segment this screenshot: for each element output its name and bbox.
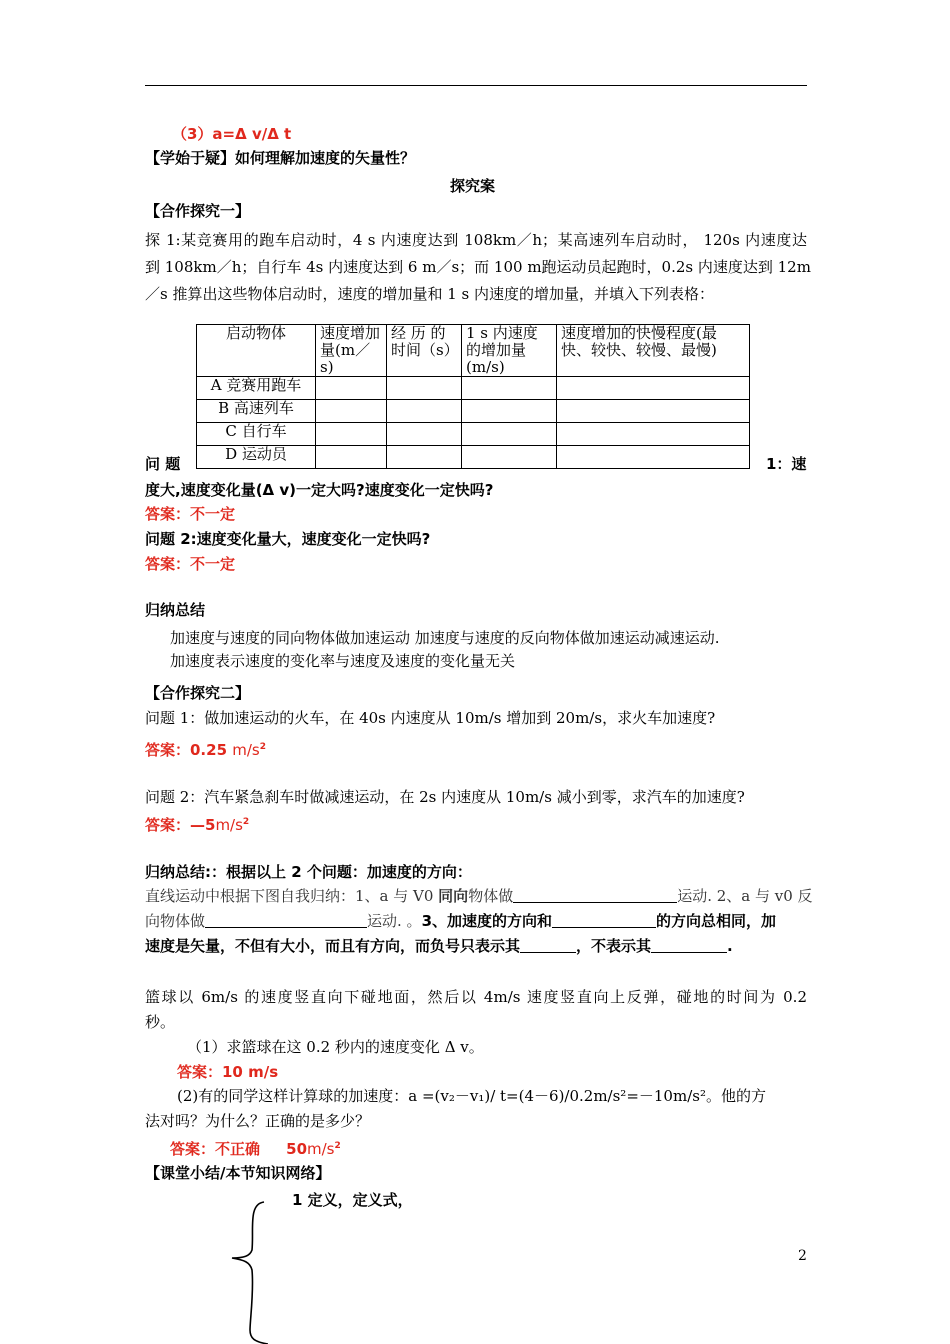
question1-suffix: 1：速 bbox=[766, 455, 807, 473]
explore1-heading: 【合作探究一】 bbox=[145, 202, 251, 220]
text: ，不表示其 bbox=[576, 937, 652, 955]
blank-underline[interactable] bbox=[552, 913, 656, 928]
summary1-line-2: 加速度表示速度的变化率与速度及速度的变化量无关 bbox=[170, 652, 516, 670]
ball-problem-line-2: 秒。 bbox=[145, 1013, 176, 1031]
table-cell[interactable] bbox=[316, 446, 387, 469]
table-row-label: D 运动员 bbox=[197, 446, 316, 469]
table-header: 速度增加的快慢程度(最快、较快、较慢、最慢) bbox=[557, 325, 750, 377]
text-bold: 3、加速度的方向和 bbox=[421, 912, 553, 930]
answer1: 答案：不一定 bbox=[145, 505, 236, 523]
answer-label: 答案：不正确 bbox=[170, 1140, 261, 1158]
answer-unit: m/s bbox=[307, 1140, 335, 1158]
table-cell[interactable] bbox=[557, 400, 750, 423]
table-row-label: B 高速列车 bbox=[197, 400, 316, 423]
explore1-line-3: ／s 推算出这些物体启动时，速度的增加量和 1 s 内速度的增加量，并填入下列表格： bbox=[145, 285, 715, 303]
text-bold: 同向 bbox=[438, 887, 469, 905]
text: 直线运动中根据下图自我归纳：1、a 与 V0 bbox=[145, 887, 439, 905]
learn-question: 【学始于疑】如何理解加速度的矢量性？ bbox=[145, 149, 416, 167]
ball-question-2-line-2: 法对吗？为什么？正确的是多少？ bbox=[145, 1112, 371, 1130]
blank-underline[interactable] bbox=[651, 938, 727, 953]
text: 向物体做 bbox=[145, 912, 206, 930]
text: 物体做 bbox=[468, 887, 514, 905]
explore2-heading: 【合作探究二】 bbox=[145, 684, 251, 702]
table-cell[interactable] bbox=[557, 423, 750, 446]
ball-question-2-line-1: (2)有的同学这样计算球的加速度：a =(v₂－v₁)/ t=(4－6)/0.2m/s²=－10m/s²。他的方 bbox=[177, 1087, 766, 1105]
table-cell[interactable] bbox=[316, 423, 387, 446]
text: 运动. 2、a 与 v0 反 bbox=[677, 887, 813, 905]
answer-label: 答案：0.25 bbox=[145, 741, 228, 759]
table-cell[interactable] bbox=[462, 423, 557, 446]
text: . bbox=[727, 937, 733, 955]
summary2-line-1 bbox=[145, 886, 813, 906]
speed-table bbox=[196, 324, 750, 469]
ball-problem-line-1: 篮球以 6m/s 的速度竖直向下碰地面，然后以 4m/s 速度竖直向上反弹，碰地的时间为 0.2 bbox=[145, 988, 807, 1006]
summary2-line-3 bbox=[145, 936, 733, 956]
text: 速度是矢量，不但有大小，而且有方向，而负号只表示其 bbox=[145, 937, 521, 955]
summary2-heading: 归纳总结:：根据以上 2 个问题：加速度的方向： bbox=[145, 863, 472, 881]
answer-value: 50 bbox=[286, 1140, 308, 1158]
superscript-2: 2 bbox=[242, 817, 250, 827]
table-header: 经 历 的时间（s） bbox=[387, 325, 462, 377]
text-bold: 的方向总相同，加 bbox=[656, 912, 777, 930]
table-cell[interactable] bbox=[462, 446, 557, 469]
blank-underline[interactable] bbox=[520, 938, 576, 953]
answer-label: 答案：—5 bbox=[145, 816, 216, 834]
formula-3: （3）a=Δ v/Δ t bbox=[172, 125, 292, 143]
blank-underline[interactable] bbox=[513, 888, 677, 903]
superscript-2: 2 bbox=[259, 742, 266, 752]
summary1-heading: 归纳总结 bbox=[145, 601, 206, 619]
table-row-label: C 自行车 bbox=[197, 423, 316, 446]
network-item-1: 1 定义，定义式， bbox=[292, 1191, 413, 1209]
blank-underline[interactable] bbox=[205, 913, 367, 928]
ball-question-1: （1）求篮球在这 0.2 秒内的速度变化 Δ v。 bbox=[187, 1038, 484, 1056]
class-summary-heading: 【课堂小结/本节知识网络】 bbox=[145, 1164, 331, 1182]
table-cell[interactable] bbox=[316, 400, 387, 423]
curly-brace-icon bbox=[228, 1200, 268, 1344]
table-header: 启动物体 bbox=[197, 325, 316, 377]
table-cell[interactable] bbox=[387, 400, 462, 423]
table-cell[interactable] bbox=[316, 377, 387, 400]
explore2-question-2: 问题 2：汽车紧急刹车时做减速运动，在 2s 内速度从 10m/s 减小到零，求汽车的加速度? bbox=[145, 788, 745, 806]
answer-unit: m/s bbox=[232, 741, 260, 759]
explore1-line-1: 探 1:某竞赛用的跑车启动时，4 s 内速度达到 108km／h；某高速列车启动时， 120s 内速度达 bbox=[145, 231, 807, 249]
explore2-answer-2 bbox=[145, 812, 249, 835]
question1-prefix: 问 题 bbox=[145, 455, 181, 473]
question1-text: 度大,速度变化量(Δ v)一定大吗?速度变化一定快吗? bbox=[145, 481, 494, 499]
table-cell[interactable] bbox=[462, 377, 557, 400]
explore1-line-2: 到 108km／h；自行车 4s 内速度达到 6 m／s；而 100 m跑运动员起跑时，0.2s 内速度达到 12m bbox=[145, 258, 811, 276]
table-row-label: A 竞赛用跑车 bbox=[197, 377, 316, 400]
header-rule bbox=[145, 85, 807, 86]
table-cell[interactable] bbox=[387, 423, 462, 446]
table-cell[interactable] bbox=[387, 446, 462, 469]
summary2-line-2 bbox=[145, 911, 776, 931]
answer-unit: m/s bbox=[215, 816, 243, 834]
superscript-2: 2 bbox=[334, 1141, 341, 1151]
text: 运动. 。 bbox=[367, 912, 422, 930]
answer2: 答案：不一定 bbox=[145, 555, 236, 573]
table-cell[interactable] bbox=[462, 400, 557, 423]
table-header: 1 s 内速度的增加量(m/s) bbox=[462, 325, 557, 377]
section-title: 探究案 bbox=[450, 177, 496, 195]
table-cell[interactable] bbox=[557, 377, 750, 400]
explore2-question-1: 问题 1：做加速运动的火车，在 40s 内速度从 10m/s 增加到 20m/s，求火车加速度? bbox=[145, 709, 716, 727]
table-cell[interactable] bbox=[387, 377, 462, 400]
summary1-line-1: 加速度与速度的同向物体做加速运动 加速度与速度的反向物体做加速运动减速运动. bbox=[170, 629, 720, 647]
page-number: 2 bbox=[798, 1248, 807, 1264]
ball-answer-2 bbox=[170, 1136, 341, 1159]
table-cell[interactable] bbox=[557, 446, 750, 469]
question2: 问题 2:速度变化量大，速度变化一定快吗? bbox=[145, 530, 431, 548]
table-header: 速度增加量(m／s) bbox=[316, 325, 387, 377]
explore2-answer-1 bbox=[145, 737, 266, 760]
ball-answer-1: 答案：10 m/s bbox=[177, 1063, 279, 1081]
